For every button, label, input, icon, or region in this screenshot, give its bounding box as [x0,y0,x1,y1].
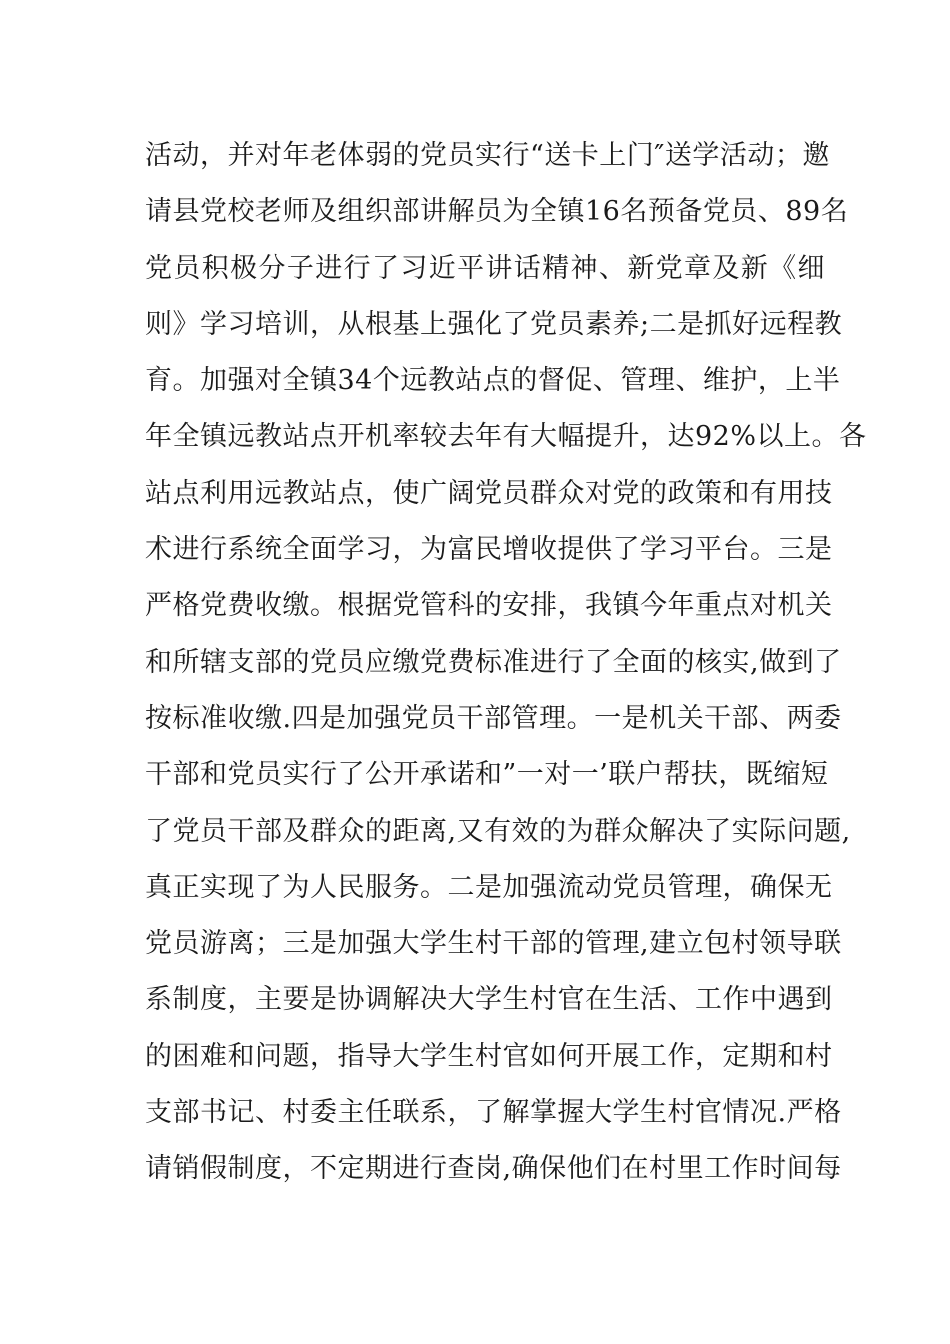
text-line-11: 按标准收缴.四是加强党员干部管理。一是机关干部、两委 [145,702,842,734]
text-line-1: 活动，并对年老体弱的党员实行“送卡上门″送学活动；邀 [145,140,830,171]
text-line-7: 站点利用远教站点，使广阔党员群众对党的政策和有用技 [145,477,833,509]
text-line-17: 的困难和问题，指导大学生村官如何开展工作，定期和村 [145,1040,833,1072]
text-line-3: 党员积极分子进行了习近平讲话精神、新党章及新《细 [145,252,825,284]
text-line-2: 请县党校老师及组织部讲解员为全镇16名预备党员、89名 [145,196,849,228]
text-line-8: 术进行系统全面学习，为富民增收提供了学习平台。三是 [145,534,833,566]
text-line-18: 支部书记、村委主任联系，了解掌握大学生村官情况.严格 [145,1097,842,1129]
text-line-14: 真正实现了为人民服务。二是加强流动党员管理，确保无 [145,871,833,903]
body-text [145,128,867,1198]
text-line-10: 和所辖支部的党员应缴党费标准进行了全面的核实,做到了 [145,646,842,678]
text-line-4: 则》学习培训，从根基上强化了党员素养;二是抓好远程教 [145,308,843,340]
text-line-15: 党员游离；三是加强大学生村干部的管理,建立包村领导联 [145,928,842,960]
text-line-12: 干部和党员实行了公开承诺和”一对一’联户帮扶，既缩短 [145,759,829,791]
text-line-13: 了党员干部及群众的距离,又有效的为群众解决了实际问题, [145,815,851,847]
text-line-19: 请销假制度，不定期进行查岗,确保他们在村里工作时间每 [145,1153,842,1185]
text-line-6: 年全镇远教站点开机率较去年有大幅提升，达92%以上。各 [145,421,867,453]
text-line-9: 严格党费收缴。根据党管科的安排，我镇今年重点对机关 [145,590,833,622]
text-line-16: 系制度，主要是协调解决大学生村官在生活、工作中遇到 [145,984,833,1016]
text-line-5: 育。加强对全镇34个远教站点的督促、管理、维护，上半 [145,365,841,397]
